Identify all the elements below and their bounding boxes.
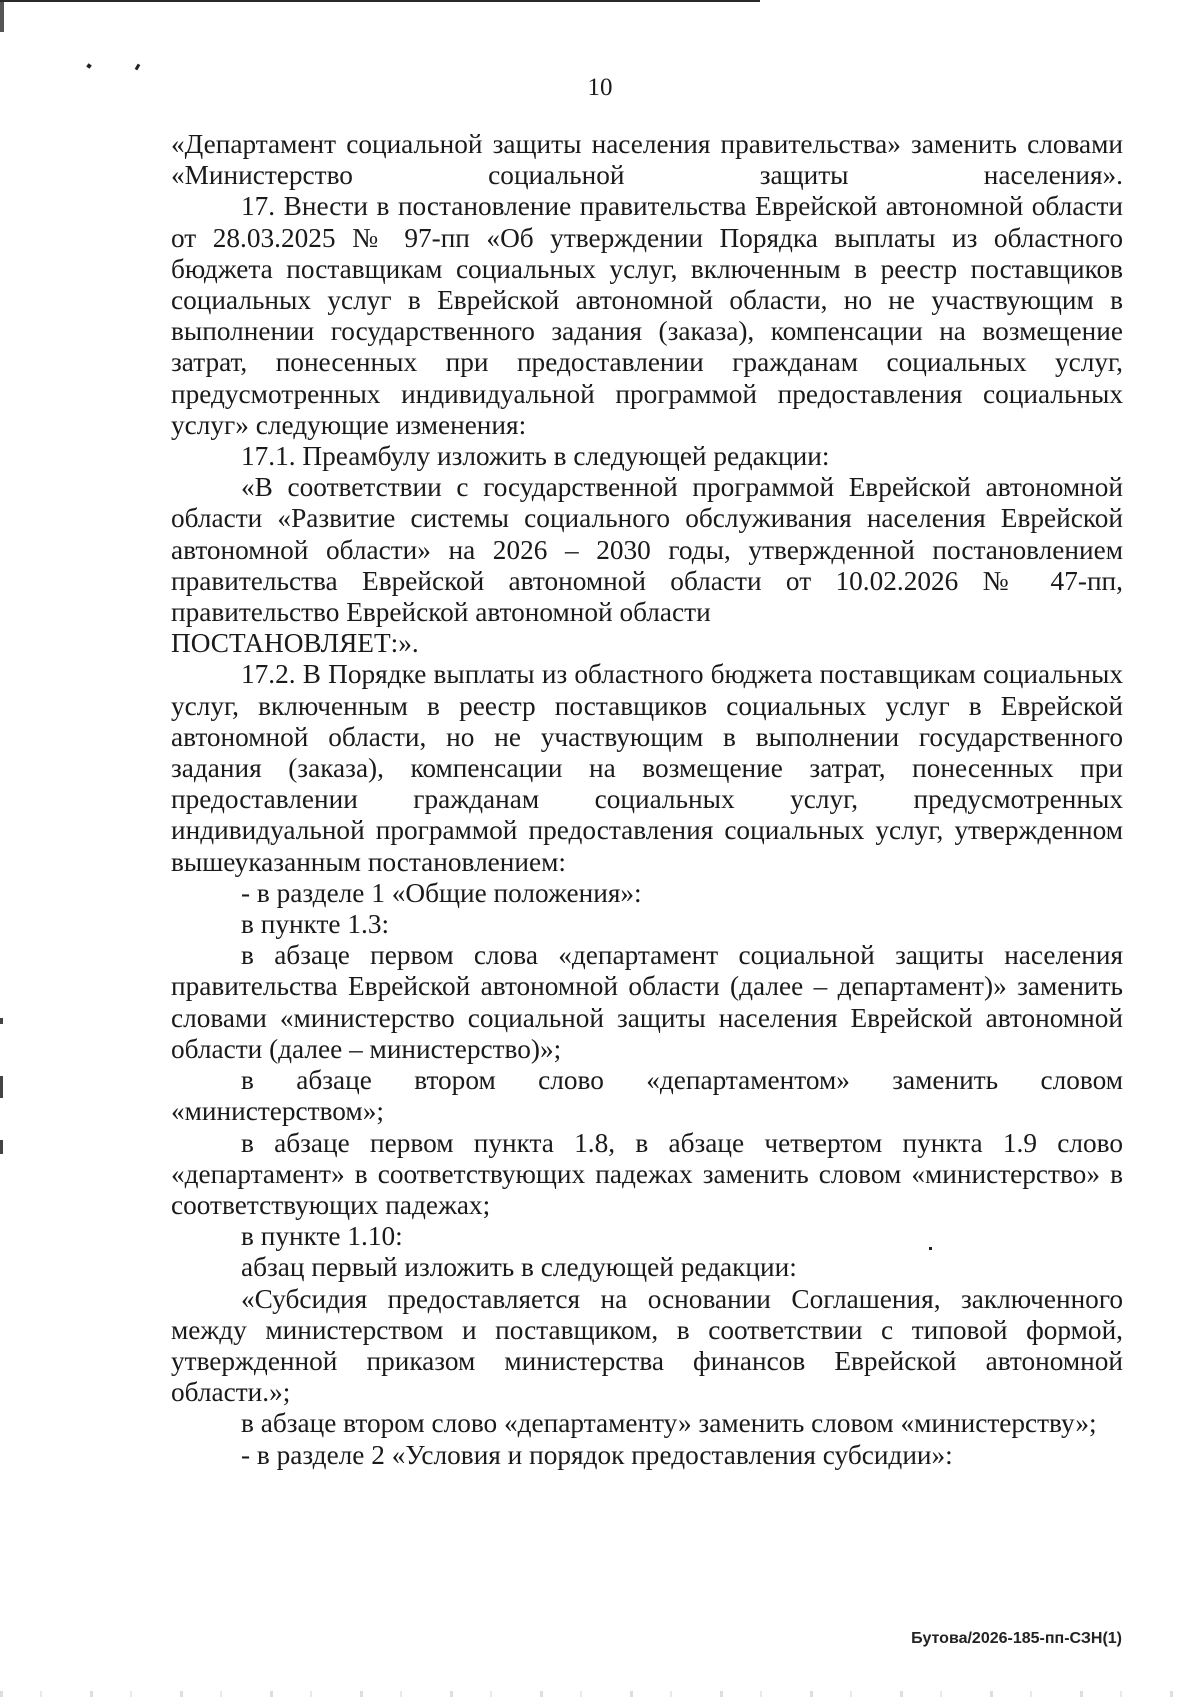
paragraph: - в разделе 1 «Общие положения»:: [241, 877, 642, 908]
paragraph: абзац первый изложить в следующей редакции:: [241, 1252, 797, 1283]
page-number: 10: [587, 74, 613, 101]
scan-speck: [135, 64, 141, 71]
document-footer-code: Бутова/2026-185-пп-СЗН(1): [911, 1630, 1122, 1647]
paragraph: 17.2. В Порядке выплаты из областного бюджета поставщикам социальных услуг, включенным в реестр поставщиков социальных услуг в Еврейской автономной области, но не участвующим в выполнении государственного задания (заказа), компенсации на возмещение затрат, понесенных при предоставлении гражданам социальных услуг, предусмотренных индивидуальной программой предоставления социальных услуг, утвержденном вышеуказанным постановлением:: [171, 659, 1123, 877]
paragraph: «Департамент социальной защиты населения правительства» заменить словами «Министерство социальной защиты населения».: [171, 129, 1123, 191]
paragraph: в пункте 1.3:: [241, 909, 390, 940]
paragraph: «В соответствии с государственной программой Еврейской автономной области «Развитие системы социального обслуживания населения Еврейской автономной области» на 2026 – 2030 годы, утвержденной постановлением правительства Еврейской автономной области от 10.02.2026 № 47-пп, правительство Еврейской автономной области: [171, 472, 1123, 628]
paragraph: 17. Внести в постановление правительства Еврейской автономной области от 28.03.2025 № 97-пп «Об утверждении Порядка выплаты из областного бюджета поставщикам социальных услуг, включенным в реестр поставщиков социальных услуг в Еврейской автономной области, но не участвующим в выполнении государственного задания (заказа), компенсации на возмещение затрат, понесенных при предоставлении гражданам социальных услуг, предусмотренных индивидуальной программой предоставления социальных услуг» следующие изменения:: [171, 191, 1123, 440]
scan-speck: [86, 63, 92, 69]
scan-edge-top: [0, 0, 760, 2]
margin-mark: [0, 1140, 3, 1154]
paragraph: в абзаце втором слово «департаментом» заменить словом «министерством»;: [171, 1065, 1123, 1127]
paragraph: в абзаце первом слова «департамент социальной защиты населения правительства Еврейской автономной области (далее – департамент)» заменить словами «министерство социальной защиты населения Еврейской автономной области (далее – министерство)»;: [171, 940, 1123, 1064]
document-body: [171, 129, 1123, 1471]
scan-edge-left: [0, 2, 4, 32]
paragraph: в пункте 1.10:: [241, 1221, 403, 1252]
margin-mark: [0, 1018, 3, 1024]
scan-bottom-edge: [0, 1691, 1200, 1697]
paragraph: 17.1. Преамбулу изложить в следующей редакции:: [241, 441, 830, 472]
paragraph: в абзаце втором слово «департаменту» заменить словом «министерству»;: [241, 1408, 1097, 1439]
margin-mark: [0, 1076, 3, 1098]
paragraph: «Субсидия предоставляется на основании Соглашения, заключенного между министерством и поставщиком, в соответствии с типовой формой, утвержденной приказом министерства финансов Еврейской автономной области.»;: [171, 1283, 1123, 1408]
paragraph: - в разделе 2 «Условия и порядок предоставления субсидии»:: [241, 1439, 953, 1470]
paragraph: ПОСТАНОВЛЯЕТ:».: [171, 628, 419, 659]
paragraph: в абзаце первом пункта 1.8, в абзаце четвертом пункта 1.9 слово «департамент» в соответствующих падежах заменить словом «министерство» в соответствующих падежах;: [171, 1127, 1123, 1220]
